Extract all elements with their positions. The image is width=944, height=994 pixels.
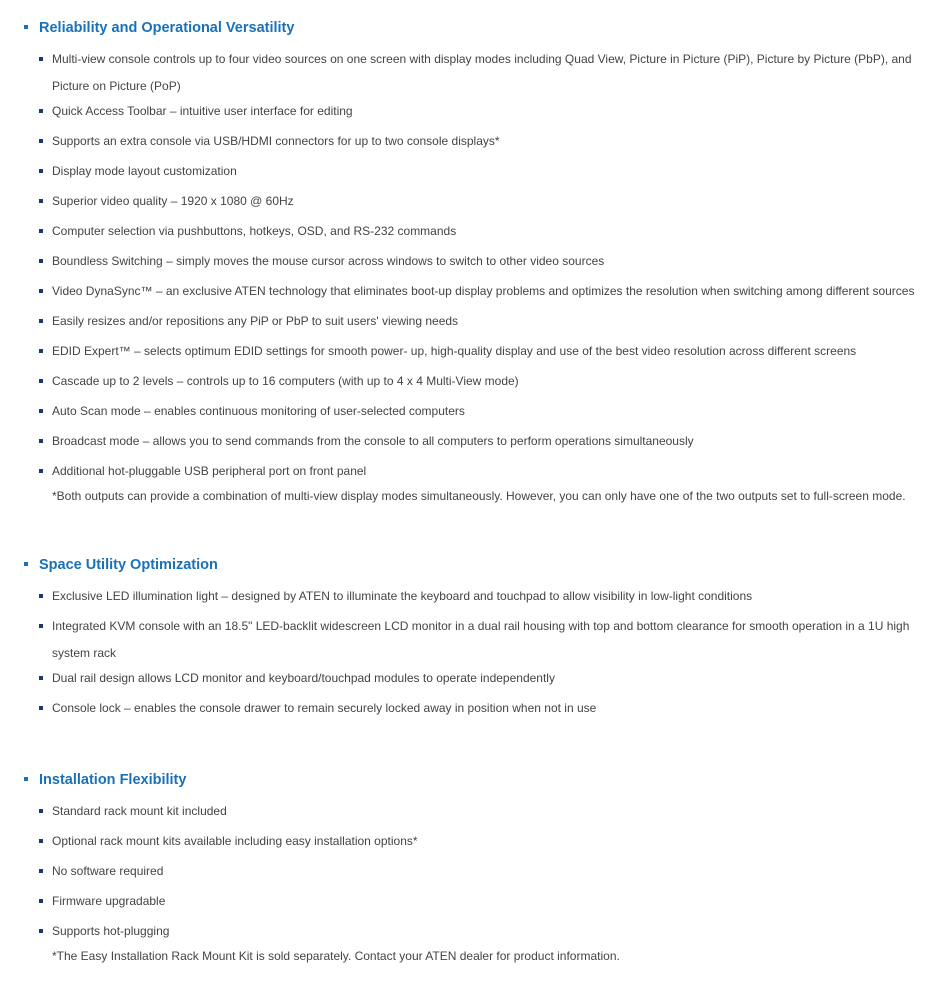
list-item: [22, 46, 922, 98]
section-installation: [22, 768, 922, 967]
feature-list: [22, 583, 922, 725]
square-bullet-icon: [39, 289, 43, 293]
square-bullet-icon: [39, 259, 43, 263]
square-bullet-icon: [39, 839, 43, 843]
list-item-text: Standard rack mount kit included: [52, 804, 227, 818]
list-item-text: Dual rail design allows LCD monitor and keyboard/touchpad modules to operate independently: [52, 671, 555, 685]
list-item-text: Exclusive LED illumination light – designed by ATEN to illuminate the keyboard and touchpad to allow visibility in low-light conditions: [52, 589, 753, 603]
footnote: *Both outputs can provide a combination of multi-view display modes simultaneously. However, you can only have one of the two outputs set to full-screen mode.: [52, 489, 906, 503]
square-bullet-icon: [39, 869, 43, 873]
list-item-text: Firmware upgradable: [52, 894, 166, 908]
list-item-text: Integrated KVM console with an 18.5" LED-backlit widescreen LCD monitor in a dual rail housing with top and bottom clearance for smooth operation in a 1U high system rack: [52, 619, 910, 660]
section-reliability: [22, 16, 922, 507]
section-heading: [22, 16, 922, 40]
feature-list: [22, 798, 922, 945]
list-item-text: Supports an extra console via USB/HDMI connectors for up to two console displays*: [52, 134, 500, 148]
square-bullet-icon: [39, 676, 43, 680]
list-item: [22, 248, 922, 278]
list-item-text: Additional hot-pluggable USB peripheral port on front panel: [52, 464, 367, 478]
square-bullet-icon: [39, 319, 43, 323]
square-bullet-icon: [39, 439, 43, 443]
list-item-text: Display mode layout customization: [52, 164, 237, 178]
list-item: [22, 695, 922, 725]
list-item-text: Quick Access Toolbar – intuitive user interface for editing: [52, 104, 353, 118]
square-bullet-icon: [39, 594, 43, 598]
list-item: [22, 828, 922, 858]
square-bullet-icon: [24, 25, 28, 29]
square-bullet-icon: [39, 809, 43, 813]
square-bullet-icon: [39, 57, 43, 61]
list-item-text: Broadcast mode – allows you to send commands from the console to all computers to perform operations simultaneously: [52, 434, 694, 448]
list-item: [22, 218, 922, 248]
list-item-text: Boundless Switching – simply moves the mouse cursor across windows to switch to other video sources: [52, 254, 605, 268]
list-item-text: Optional rack mount kits available including easy installation options*: [52, 834, 418, 848]
section-space-utility: [22, 553, 922, 725]
list-item-text: Easily resizes and/or repositions any PiP or PbP to suit users' viewing needs: [52, 314, 459, 328]
section-heading: [22, 553, 922, 577]
section-title: Installation Flexibility: [39, 772, 187, 788]
square-bullet-icon: [24, 777, 28, 781]
list-item-text: EDID Expert™ – selects optimum EDID settings for smooth power- up, high-quality display and use of the best video resolution across different screens: [52, 344, 857, 358]
list-item: [22, 128, 922, 158]
list-item: [22, 613, 922, 665]
square-bullet-icon: [39, 409, 43, 413]
list-item: [22, 428, 922, 458]
list-item: [22, 583, 922, 613]
list-item: [22, 458, 922, 485]
square-bullet-icon: [39, 929, 43, 933]
list-item-text: Multi-view console controls up to four video sources on one screen with display modes including Quad View, Picture in Picture (PiP), Picture by Picture (PbP), and Picture on Picture (PoP): [52, 52, 912, 93]
square-bullet-icon: [39, 349, 43, 353]
list-item-text: Cascade up to 2 levels – controls up to 16 computers (with up to 4 x 4 Multi-View mode): [52, 374, 519, 388]
list-item: [22, 665, 922, 695]
list-item: [22, 918, 922, 945]
list-item: [22, 858, 922, 888]
section-title: Space Utility Optimization: [39, 557, 218, 573]
square-bullet-icon: [39, 624, 43, 628]
list-item: [22, 398, 922, 428]
list-item-text: Superior video quality – 1920 x 1080 @ 60Hz: [52, 194, 294, 208]
footnote: *The Easy Installation Rack Mount Kit is sold separately. Contact your ATEN dealer for product information.: [52, 949, 620, 963]
list-item: [22, 308, 922, 338]
square-bullet-icon: [39, 379, 43, 383]
list-item-text: Console lock – enables the console drawer to remain securely locked away in position when not in use: [52, 701, 597, 715]
list-item-text: Video DynaSync™ – an exclusive ATEN technology that eliminates boot-up display problems and optimizes the resolution when switching among different sources: [52, 284, 915, 298]
list-item: [22, 368, 922, 398]
feature-list: [22, 46, 922, 485]
square-bullet-icon: [39, 229, 43, 233]
square-bullet-icon: [39, 706, 43, 710]
list-item: [22, 278, 922, 308]
list-item-text: Supports hot-plugging: [52, 924, 170, 938]
list-item-text: Computer selection via pushbuttons, hotkeys, OSD, and RS-232 commands: [52, 224, 457, 238]
list-item: [22, 188, 922, 218]
square-bullet-icon: [39, 469, 43, 473]
square-bullet-icon: [24, 562, 28, 566]
list-item: [22, 98, 922, 128]
section-title: Reliability and Operational Versatility: [39, 20, 295, 36]
list-item: [22, 888, 922, 918]
list-item: [22, 338, 922, 368]
list-item: [22, 798, 922, 828]
list-item-text: Auto Scan mode – enables continuous monitoring of user-selected computers: [52, 404, 465, 418]
square-bullet-icon: [39, 169, 43, 173]
list-item: [22, 158, 922, 188]
square-bullet-icon: [39, 109, 43, 113]
square-bullet-icon: [39, 199, 43, 203]
square-bullet-icon: [39, 899, 43, 903]
square-bullet-icon: [39, 139, 43, 143]
list-item-text: No software required: [52, 864, 164, 878]
section-heading: [22, 768, 922, 792]
